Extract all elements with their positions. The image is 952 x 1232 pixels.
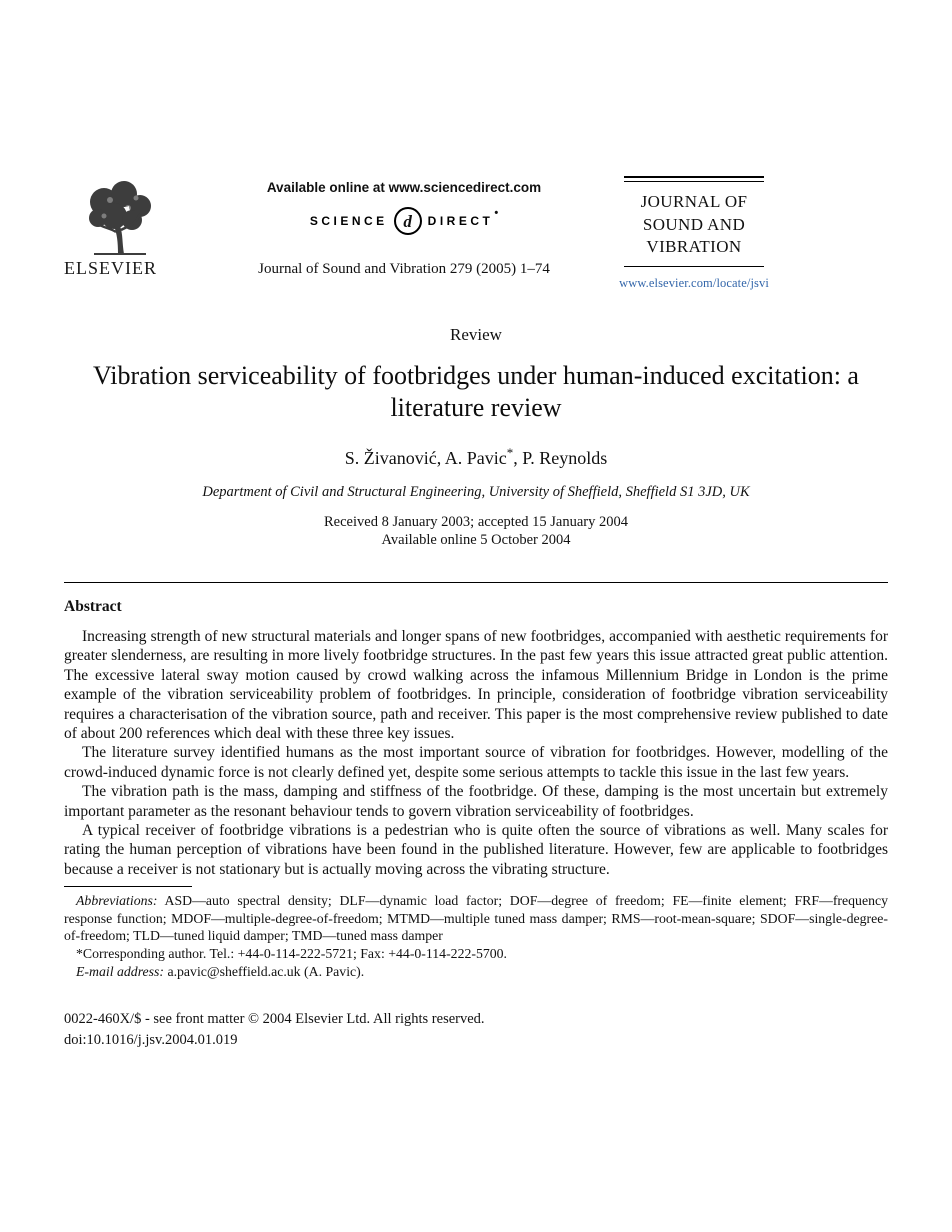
article-dates [64,514,888,549]
article-type-label: Review [450,325,502,344]
footnotes [64,892,888,980]
authors-part2: , P. Reynolds [513,448,608,468]
abstract-heading: Abstract [64,598,122,615]
abbreviations-text: ASD—auto spectral density; DLF—dynamic load factor; DOF—degree of freedom; FE—finite element; FRF—frequency response function; MDOF—multiple-degree-of-freedom; MTMD—multiple tuned mass damper; RMS—root-mean-square; SDOF—single-degree-of-freedom; TLD—tuned liquid damper; TMD—tuned mass damper [64,893,888,944]
copyright-footer [64,1009,888,1050]
corresponding-text: Corresponding author. Tel.: +44-0-114-222-5721; Fax: +44-0-114-222-5700. [82,946,508,962]
abstract-body [64,627,888,879]
email-label: E-mail address: [76,963,165,979]
journal-nameplate [608,176,780,291]
abstract-paragraph: A typical receiver of footbridge vibrations is a pedestrian who is quite often the source of vibrations as well. Many scales for rating the human perception of vibrations have been found in the published literature. However, few are applicable to footbridges because a receiver is not stationary but is actually moving across the vibrating structure. [64,822,888,878]
author-list [64,445,888,469]
abstract-paragraph: The vibration path is the mass, damping and stiffness of the footbridge. Of these, damping is the most uncertain but extremely important parameter as the resonant behaviour tends to govern vibration serviceability of footbridges. [64,783,888,820]
elsevier-logo [64,178,224,279]
journal-name-line3: VIBRATION [646,237,742,256]
abstract-paragraph: The literature survey identified humans as the most important source of vibration for footbridges. However, modelling of the crowd-induced dynamic force is not clearly defined yet, despite some serious attempts to tackle this issue in the last few years. [64,744,888,781]
email-address: a.pavic@sheffield.ac.uk [164,963,301,979]
abstract-paragraph: Increasing strength of new structural materials and longer spans of new footbridges, accompanied with aesthetic requirements for greater slenderness, are resulting in more lively footbridge structures. In the past few years this issue attracted great public attention. The excessive lateral sway motion caused by crowd walking across the infamous Millennium Bridge in London is the prime example of the vibration serviceability problem of footbridges. In principle, consideration of footbridge vibration serviceability requires a characterisation of the vibration source, path and receiver. This paper is the most comprehensive review published to date of about 200 references which deal with these three key issues. [64,628,888,743]
corresponding-marker: * [76,946,83,962]
issn-copyright-line: 0022-460X/$ - see front matter © 2004 Elsevier Ltd. All rights reserved. [64,1011,485,1028]
nameplate-top-rule [624,176,764,182]
available-online-line: Available online 5 October 2004 [381,531,571,548]
elsevier-wordmark: ELSEVIER [64,258,157,278]
journal-header [64,176,888,298]
journal-name-line2: SOUND AND [642,214,746,234]
header-center [224,180,584,278]
abstract-divider [64,582,888,583]
corresponding-author-note [64,945,888,963]
received-accepted-line: Received 8 January 2003; accepted 15 January 2004 [324,514,628,530]
nameplate-bottom-rule [624,266,764,267]
abbreviations-label: Abbreviations: [76,893,158,909]
sciencedirect-dot-icon: • [494,207,499,219]
journal-name-line1: JOURNAL OF [640,192,748,211]
article-title: Vibration serviceability of footbridges under human-induced excitation: a literature review [93,361,859,422]
email-suffix: (A. Pavic). [300,963,365,979]
journal-citation: Journal of Sound and Vibration 279 (2005) 1–74 [258,261,550,277]
abbreviations-note [64,892,888,945]
doi-line: doi:10.1016/j.jsv.2004.01.019 [64,1031,238,1048]
email-note [64,963,888,981]
available-online-text: Available online at www.sciencedirect.com [266,180,542,195]
sciencedirect-d-icon: d [394,207,422,235]
elsevier-tree-icon [74,178,166,256]
footnote-divider [64,886,192,887]
journal-homepage-link[interactable]: www.elsevier.com/locate/jsvi [619,275,769,290]
affiliation: Department of Civil and Structural Engineering, University of Sheffield, Sheffield S1 3JD, UK [202,484,750,500]
sciencedirect-science-text: SCIENCE [309,214,388,228]
corresponding-author-marker: * [506,445,514,460]
sciencedirect-direct-text: DIRECT [427,214,494,228]
sciencedirect-logo [224,207,584,235]
authors-part1: S. Živanović, A. Pavic [344,448,507,468]
